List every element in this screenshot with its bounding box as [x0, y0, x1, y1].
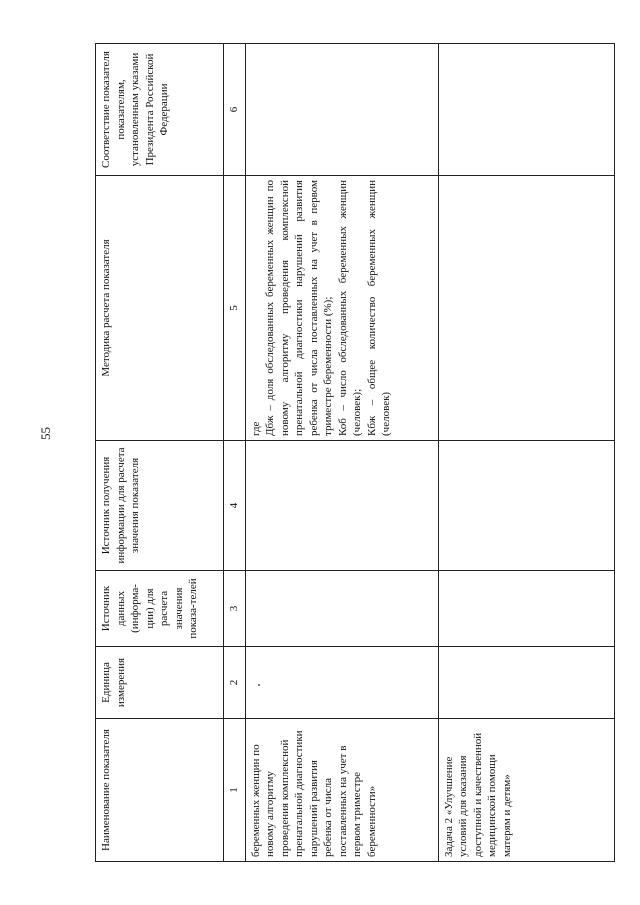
compliance-cell	[245, 44, 438, 176]
column-number: 5	[224, 176, 246, 441]
column-number: 6	[224, 44, 246, 176]
method-line: Дбж – доля обследованных беременных женщин по новому алгоритму проведения комплексной пренатальной диагностики нарушений развития ребенка от числа поставленных на учет в первом триместре беременности (%);	[264, 180, 335, 436]
column-number: 4	[224, 441, 246, 571]
table-row	[438, 44, 614, 862]
column-number: 3	[224, 571, 246, 647]
unit-cell	[438, 647, 614, 719]
method-line: где	[249, 421, 262, 436]
indicator-name-cell: Задача 2 «Улучшение условий для оказания доступной и качественной медицинской помощи матерям и детям»	[438, 719, 614, 862]
header-compliance: Соответствие показателя показателям, установленным указами Президента Российской Федерации	[96, 44, 224, 176]
header-info-source: Источник получения информации для расчета значения показателя	[96, 441, 224, 571]
table-row	[245, 44, 438, 862]
method-cell	[438, 176, 614, 441]
page-number: 55	[38, 427, 53, 440]
info-source-cell	[438, 441, 614, 571]
column-number-row	[224, 44, 246, 862]
column-number: 2	[224, 647, 246, 719]
rotated-table-container	[95, 44, 615, 862]
header-data-source: Источник данных (информа-ции) для расчета значения показа-телей	[96, 571, 224, 647]
method-line: Коб – число обследованных беременных женщин (человек);	[336, 180, 364, 436]
header-method: Методика расчета показателя	[96, 176, 224, 441]
header-unit: Единица измерения	[96, 647, 224, 719]
data-source-cell	[438, 571, 614, 647]
method-cell	[245, 176, 438, 441]
indicator-table	[95, 43, 615, 862]
header-row	[96, 44, 224, 862]
indicator-name-cell: беременных женщин по новому алгоритму проведения комплексной пренатальной диагностики нарушений развития ребенка от числа поставленных на учет в первом триместре беременности»	[245, 719, 438, 862]
method-line: Кбж – общее количество беременных женщин (человек)	[365, 180, 393, 436]
column-number: 1	[224, 719, 246, 862]
info-source-cell	[245, 441, 438, 571]
header-indicator-name: Наименование показателя	[96, 719, 224, 862]
unit-cell	[245, 647, 438, 719]
data-source-cell	[245, 571, 438, 647]
compliance-cell	[438, 44, 614, 176]
scan-speck	[258, 684, 260, 686]
